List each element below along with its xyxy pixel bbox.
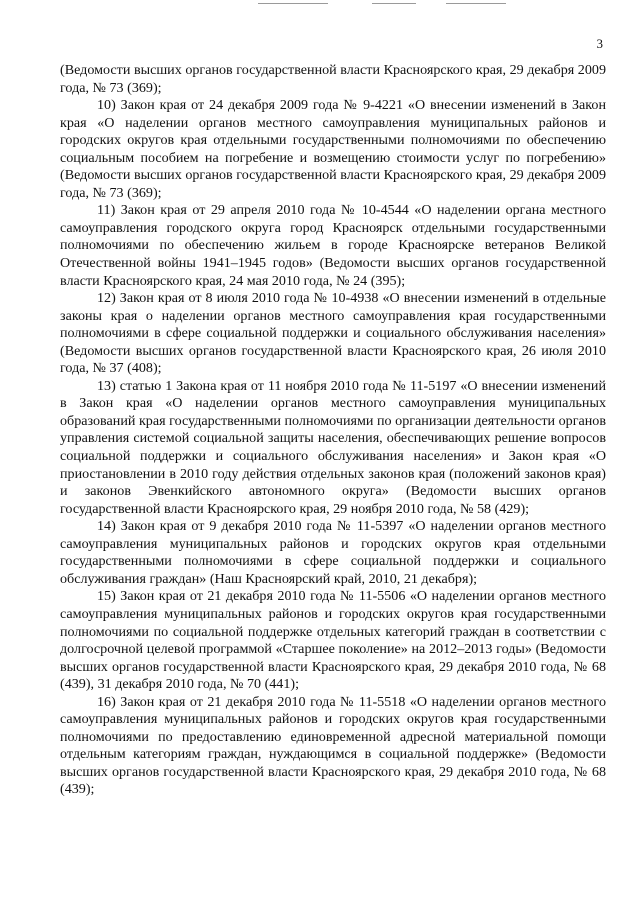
list-item-11: 11) Закон края от 29 апреля 2010 года № 10-4544 «О наделении органа местного самоуправления городского округа город Красноярск отдельными государственными полномочиями по обеспечению жильем в городе Красноярске ветеранов Великой Отечественной войны 1941–1945 годов» (Ведомости высших органов государственной власти Красноярского края, 24 мая 2010 года, № 24 (395); [60,202,606,289]
header-rule [372,3,416,4]
header-rule [446,3,506,4]
header-rule [258,3,328,4]
list-item-10: 10) Закон края от 24 декабря 2009 года № 9-4221 «О внесении изменений в Закон края «О наделении органов местного самоуправления муниципальных районов и городских округов края отдельными государственными полномочиями по обеспечению социальным пособием на погребение и возмещению стоимости услуг по погребению» (Ведомости высших органов государственной власти Красноярского края, 29 декабря 2009 года, № 73 (369); [60,97,606,201]
list-item-15: 15) Закон края от 21 декабря 2010 года № 11-5506 «О наделении органов местного самоуправления муниципальных районов и городских округов края государственными полномочиями по социальной поддержке отдельных категорий граждан в соответствии с долгосрочной целевой программой «Старшее поколение» на 2012–2013 годы» (Ведомости высших органов государственной власти Красноярского края, 29 декабря 2010 года, № 68 (439), 31 декабря 2010 года, № 70 (441); [60,588,606,693]
list-item-14: 14) Закон края от 9 декабря 2010 года № 11-5397 «О наделении органов местного самоуправления муниципальных районов и городских округов края отдельными государственными полномочиями в сфере социальной поддержки и социального обслуживания граждан» (Наш Красноярский край, 2010, 21 декабря); [60,518,606,587]
list-item-12: 12) Закон края от 8 июля 2010 года № 10-4938 «О внесении изменений в отдельные законы края о наделении органов местного самоуправления края государственными полномочиями в сфере социальной поддержки и социального обслуживания населения» (Ведомости высших органов государственной власти Красноярского края, 26 июля 2010 года, № 37 (408); [60,290,606,377]
paragraph-continuation: (Ведомости высших органов государственной власти Красноярского края, 29 декабря 2009 года, № 73 (369); [60,62,606,96]
list-item-16: 16) Закон края от 21 декабря 2010 года № 11-5518 «О наделении органов местного самоуправления муниципальных районов и городских округов края государственными полномочиями по предоставлению единовременной адресной материальной помощи отдельным категориям граждан, нуждающимся в социальной поддержке» (Ведомости высших органов государственной власти Красноярского края, 29 декабря 2010 года, № 68 (439); [60,693,606,798]
document-body [60,62,606,799]
page-number: 3 [596,36,603,51]
list-item-13: 13) статью 1 Закона края от 11 ноября 2010 года № 11-5197 «О внесении изменений в Закон края «О наделении органов местного самоуправления муниципальных образований края государственными полномочиями по организации деятельности органов управления системой социальной защиты населения, обеспечивающих решение вопросов социальной поддержки и социального обслуживания населения» и Закон края «О приостановлении в 2010 году действия отдельных законов края (положений законов края) и законов Эвенкийского автономного округа» (Ведомости высших органов государственной власти Красноярского края, 29 ноября 2010 года, № 58 (429); [60,377,606,517]
